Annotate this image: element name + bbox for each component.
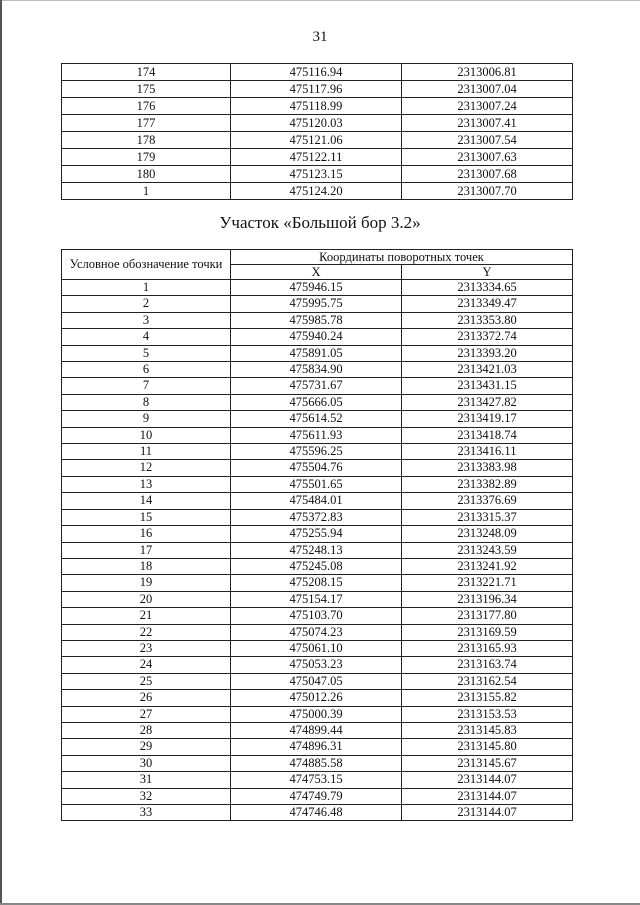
header-x-label: X [231, 265, 402, 280]
table-row [62, 755, 573, 771]
y-coordinate-cell: 2313007.63 [402, 149, 573, 166]
table-row [62, 345, 573, 361]
table-row [62, 280, 573, 296]
table-row [62, 772, 573, 788]
table-row [62, 312, 573, 328]
x-coordinate-cell: 475995.75 [231, 296, 402, 312]
point-id-cell: 26 [62, 690, 231, 706]
y-coordinate-cell: 2313221.71 [402, 575, 573, 591]
point-id-cell: 9 [62, 411, 231, 427]
point-id-cell: 178 [62, 132, 231, 149]
x-coordinate-cell: 475891.05 [231, 345, 402, 361]
x-coordinate-cell: 475245.08 [231, 558, 402, 574]
table-row [62, 706, 573, 722]
y-coordinate-cell: 2313349.47 [402, 296, 573, 312]
x-coordinate-cell: 475666.05 [231, 394, 402, 410]
point-id-cell: 180 [62, 166, 231, 183]
x-coordinate-cell: 475255.94 [231, 526, 402, 542]
table-row [62, 558, 573, 574]
y-coordinate-cell: 2313163.74 [402, 657, 573, 673]
table-row [62, 509, 573, 525]
point-id-cell: 25 [62, 673, 231, 689]
table-row [62, 296, 573, 312]
y-coordinate-cell: 2313145.83 [402, 722, 573, 738]
table-row [62, 608, 573, 624]
table-row [62, 166, 573, 183]
x-coordinate-cell: 475484.01 [231, 493, 402, 509]
point-id-cell: 177 [62, 115, 231, 132]
y-coordinate-cell: 2313177.80 [402, 608, 573, 624]
point-id-cell: 179 [62, 149, 231, 166]
point-id-cell: 27 [62, 706, 231, 722]
table-row [62, 624, 573, 640]
table-row [62, 64, 573, 81]
x-coordinate-cell: 474896.31 [231, 739, 402, 755]
y-coordinate-cell: 2313382.89 [402, 476, 573, 492]
table-row [62, 329, 573, 345]
y-coordinate-cell: 2313196.34 [402, 591, 573, 607]
x-coordinate-cell: 475611.93 [231, 427, 402, 443]
point-id-cell: 174 [62, 64, 231, 81]
point-id-cell: 5 [62, 345, 231, 361]
y-coordinate-cell: 2313155.82 [402, 690, 573, 706]
point-id-cell: 18 [62, 558, 231, 574]
x-coordinate-cell: 475120.03 [231, 115, 402, 132]
table-row [62, 115, 573, 132]
y-coordinate-cell: 2313153.53 [402, 706, 573, 722]
point-id-cell: 32 [62, 788, 231, 804]
y-coordinate-cell: 2313165.93 [402, 640, 573, 656]
page-number: 31 [312, 29, 328, 45]
y-coordinate-cell: 2313393.20 [402, 345, 573, 361]
x-coordinate-cell: 475154.17 [231, 591, 402, 607]
y-coordinate-cell: 2313144.07 [402, 788, 573, 804]
x-coordinate-cell: 475596.25 [231, 444, 402, 460]
x-coordinate-cell: 475121.06 [231, 132, 402, 149]
table-row [62, 493, 573, 509]
y-coordinate-cell: 2313007.04 [402, 81, 573, 98]
point-id-cell: 15 [62, 509, 231, 525]
x-coordinate-cell: 475103.70 [231, 608, 402, 624]
x-coordinate-cell: 475116.94 [231, 64, 402, 81]
x-coordinate-cell: 475501.65 [231, 476, 402, 492]
table2-header [62, 250, 573, 280]
y-coordinate-cell: 2313419.17 [402, 411, 573, 427]
x-coordinate-cell: 475731.67 [231, 378, 402, 394]
x-coordinate-cell: 475372.83 [231, 509, 402, 525]
table-row [62, 460, 573, 476]
y-coordinate-cell: 2313145.67 [402, 755, 573, 771]
y-coordinate-cell: 2313007.24 [402, 98, 573, 115]
point-id-cell: 28 [62, 722, 231, 738]
point-id-cell: 1 [62, 280, 231, 296]
x-coordinate-cell: 474753.15 [231, 772, 402, 788]
table-row [62, 394, 573, 410]
y-coordinate-cell: 2313169.59 [402, 624, 573, 640]
x-coordinate-cell: 475122.11 [231, 149, 402, 166]
x-coordinate-cell: 474749.79 [231, 788, 402, 804]
x-coordinate-cell: 475124.20 [231, 183, 402, 200]
point-id-cell: 8 [62, 394, 231, 410]
scan-left-edge [0, 0, 2, 905]
point-id-cell: 33 [62, 805, 231, 821]
table-row [62, 673, 573, 689]
point-id-cell: 16 [62, 526, 231, 542]
point-id-cell: 17 [62, 542, 231, 558]
table-row [62, 149, 573, 166]
y-coordinate-cell: 2313007.70 [402, 183, 573, 200]
x-coordinate-cell: 474746.48 [231, 805, 402, 821]
x-coordinate-cell: 474899.44 [231, 722, 402, 738]
table-row [62, 722, 573, 738]
y-coordinate-cell: 2313427.82 [402, 394, 573, 410]
x-coordinate-cell: 474885.58 [231, 755, 402, 771]
table2-header-row [62, 250, 573, 265]
point-id-cell: 29 [62, 739, 231, 755]
x-coordinate-cell: 475047.05 [231, 673, 402, 689]
x-coordinate-cell: 475946.15 [231, 280, 402, 296]
table-row [62, 411, 573, 427]
table-row [62, 81, 573, 98]
x-coordinate-cell: 475000.39 [231, 706, 402, 722]
table-row [62, 788, 573, 804]
y-coordinate-cell: 2313144.07 [402, 805, 573, 821]
point-id-cell: 1 [62, 183, 231, 200]
x-coordinate-cell: 475053.23 [231, 657, 402, 673]
x-coordinate-cell: 475117.96 [231, 81, 402, 98]
y-coordinate-cell: 2313383.98 [402, 460, 573, 476]
y-coordinate-cell: 2313416.11 [402, 444, 573, 460]
y-coordinate-cell: 2313006.81 [402, 64, 573, 81]
point-id-cell: 7 [62, 378, 231, 394]
table-row [62, 183, 573, 200]
table-row [62, 427, 573, 443]
y-coordinate-cell: 2313334.65 [402, 280, 573, 296]
x-coordinate-cell: 475985.78 [231, 312, 402, 328]
y-coordinate-cell: 2313241.92 [402, 558, 573, 574]
table-row [62, 362, 573, 378]
point-id-cell: 6 [62, 362, 231, 378]
table-row [62, 98, 573, 115]
table-row [62, 476, 573, 492]
x-coordinate-cell: 475248.13 [231, 542, 402, 558]
table-row [62, 690, 573, 706]
point-id-cell: 10 [62, 427, 231, 443]
point-id-cell: 23 [62, 640, 231, 656]
y-coordinate-cell: 2313418.74 [402, 427, 573, 443]
y-coordinate-cell: 2313144.07 [402, 772, 573, 788]
point-id-cell: 176 [62, 98, 231, 115]
point-id-cell: 19 [62, 575, 231, 591]
y-coordinate-cell: 2313431.15 [402, 378, 573, 394]
point-id-cell: 4 [62, 329, 231, 345]
table-row [62, 542, 573, 558]
table2-body [62, 280, 573, 821]
header-y-label: Y [402, 265, 573, 280]
point-id-cell: 14 [62, 493, 231, 509]
x-coordinate-cell: 475012.26 [231, 690, 402, 706]
point-id-cell: 24 [62, 657, 231, 673]
y-coordinate-cell: 2313248.09 [402, 526, 573, 542]
x-coordinate-cell: 475118.99 [231, 98, 402, 115]
y-coordinate-cell: 2313353.80 [402, 312, 573, 328]
header-point-label: Условное обозначение точки [62, 250, 231, 280]
y-coordinate-cell: 2313007.68 [402, 166, 573, 183]
x-coordinate-cell: 475504.76 [231, 460, 402, 476]
point-id-cell: 31 [62, 772, 231, 788]
table-row [62, 591, 573, 607]
x-coordinate-cell: 475123.15 [231, 166, 402, 183]
y-coordinate-cell: 2313315.37 [402, 509, 573, 525]
point-id-cell: 22 [62, 624, 231, 640]
point-id-cell: 13 [62, 476, 231, 492]
table1-body [62, 64, 573, 200]
x-coordinate-cell: 475834.90 [231, 362, 402, 378]
x-coordinate-cell: 475940.24 [231, 329, 402, 345]
table-row [62, 805, 573, 821]
x-coordinate-cell: 475614.52 [231, 411, 402, 427]
x-coordinate-cell: 475074.23 [231, 624, 402, 640]
x-coordinate-cell: 475208.15 [231, 575, 402, 591]
point-id-cell: 20 [62, 591, 231, 607]
y-coordinate-cell: 2313421.03 [402, 362, 573, 378]
coordinates-table-continued [61, 63, 573, 200]
y-coordinate-cell: 2313372.74 [402, 329, 573, 345]
section-title: Участок «Большой бор 3.2» [219, 213, 421, 232]
y-coordinate-cell: 2313007.54 [402, 132, 573, 149]
table-row [62, 526, 573, 542]
point-id-cell: 30 [62, 755, 231, 771]
table-row [62, 575, 573, 591]
scan-top-edge [0, 0, 640, 1]
x-coordinate-cell: 475061.10 [231, 640, 402, 656]
table-row [62, 640, 573, 656]
point-id-cell: 3 [62, 312, 231, 328]
point-id-cell: 12 [62, 460, 231, 476]
y-coordinate-cell: 2313243.59 [402, 542, 573, 558]
point-id-cell: 11 [62, 444, 231, 460]
point-id-cell: 21 [62, 608, 231, 624]
table-row [62, 132, 573, 149]
y-coordinate-cell: 2313162.54 [402, 673, 573, 689]
y-coordinate-cell: 2313007.41 [402, 115, 573, 132]
table-row [62, 739, 573, 755]
point-id-cell: 175 [62, 81, 231, 98]
point-id-cell: 2 [62, 296, 231, 312]
y-coordinate-cell: 2313376.69 [402, 493, 573, 509]
y-coordinate-cell: 2313145.80 [402, 739, 573, 755]
table-row [62, 657, 573, 673]
coordinates-table-bolshoy-bor [61, 249, 573, 821]
header-coords-label: Координаты поворотных точек [231, 250, 573, 265]
table-row [62, 378, 573, 394]
table-row [62, 444, 573, 460]
